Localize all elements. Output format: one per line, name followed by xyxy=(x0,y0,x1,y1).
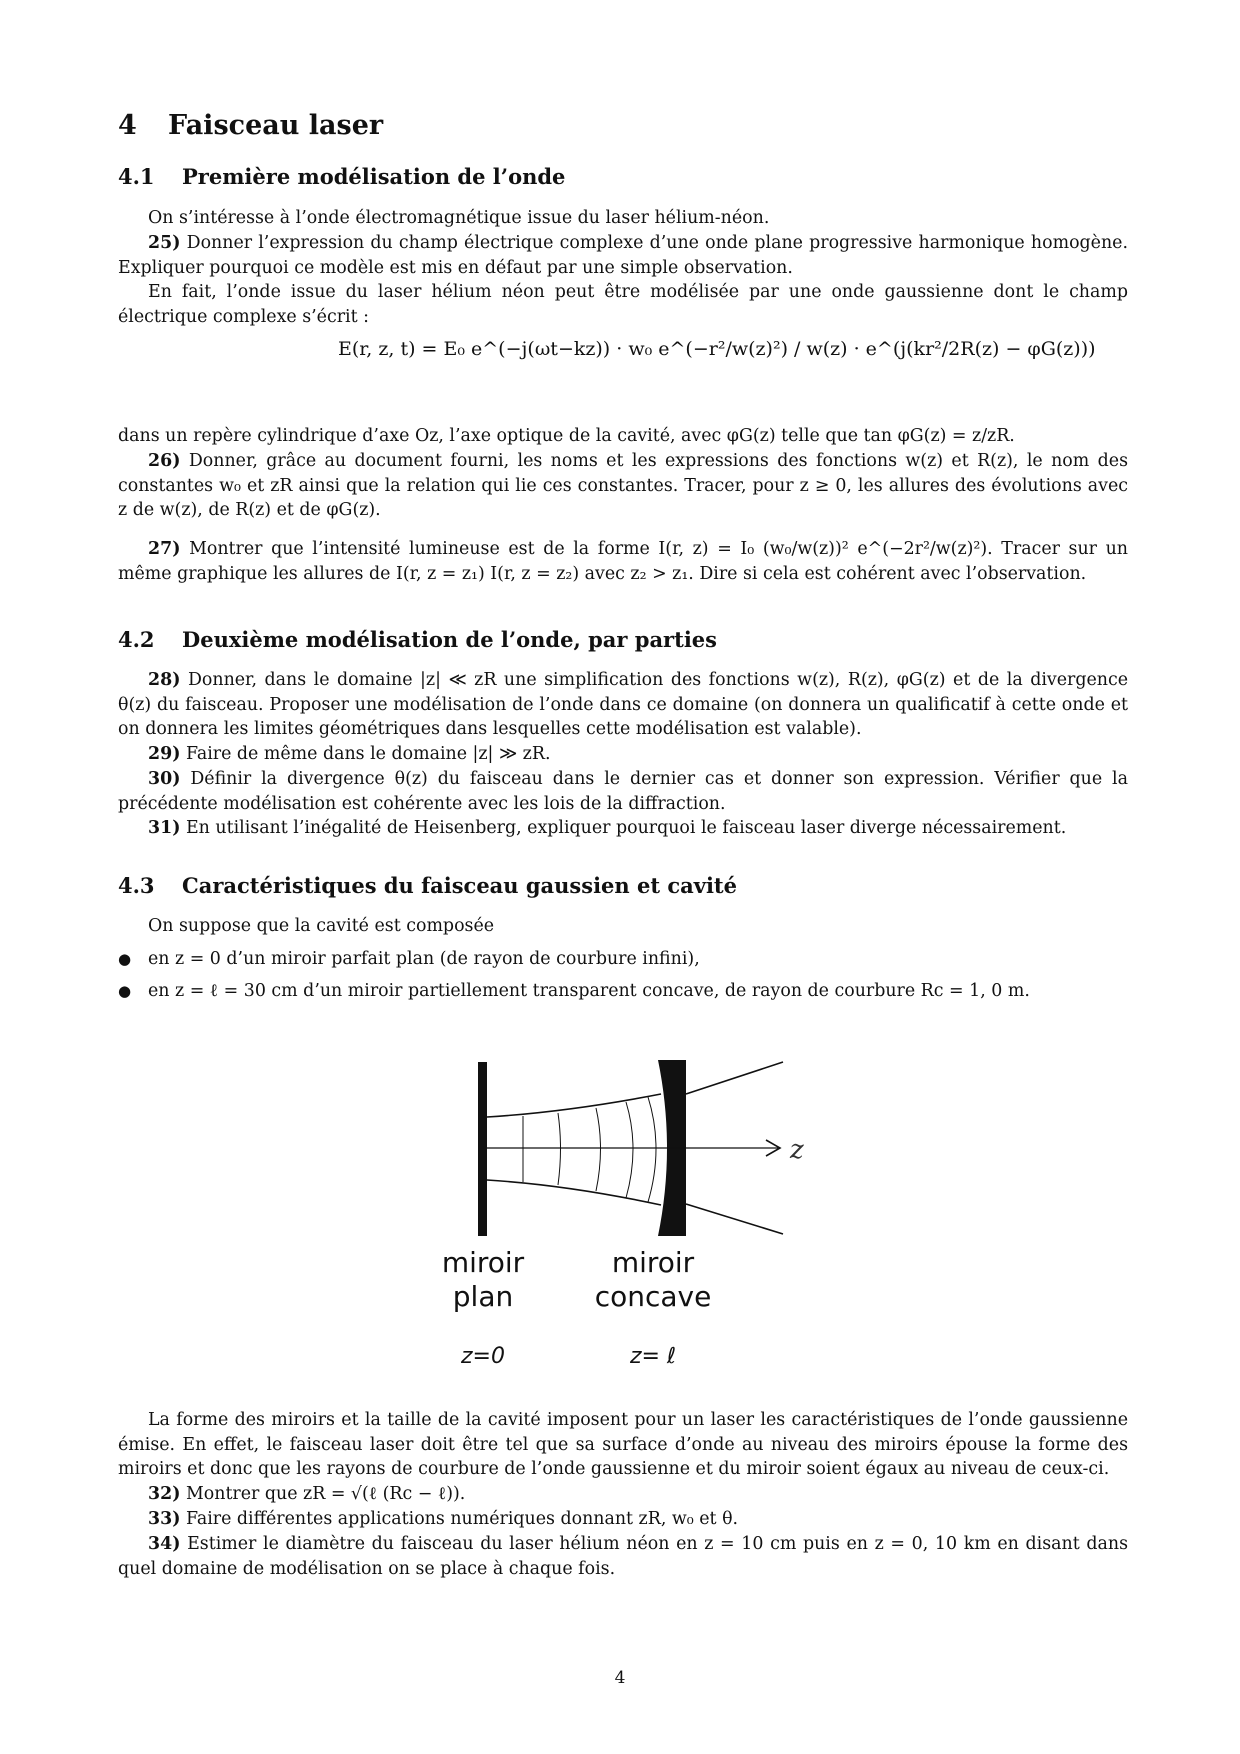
bullet-item xyxy=(118,979,1030,1004)
label-line: miroir xyxy=(611,1246,695,1279)
question-30 xyxy=(118,767,1128,816)
label-line: miroir xyxy=(441,1246,525,1279)
subsection-number: 4.1 xyxy=(118,164,155,189)
axis-label: z xyxy=(790,1135,804,1165)
question-28 xyxy=(118,668,1128,742)
intro-43: On suppose que la cavité est composée xyxy=(148,916,495,936)
wavefront xyxy=(648,1097,656,1202)
bullet-icon: ● xyxy=(118,982,132,1000)
bullet-item xyxy=(118,947,700,972)
question-27 xyxy=(118,537,1128,586)
section-title xyxy=(118,110,383,141)
subsection-title-text: Deuxième modélisation de l’onde, par parties xyxy=(182,627,717,652)
label-concave-mirror xyxy=(578,1246,728,1314)
section-number: 4 xyxy=(118,110,137,141)
question-33 xyxy=(118,1507,1128,1532)
page-number: 4 xyxy=(614,1668,626,1688)
question-label: 33) xyxy=(148,1509,181,1529)
question-text: Donner, dans le domaine |z| ≪ zR une simplification des fonctions w(z), R(z), φG(z) et de la divergence θ(z) du faisceau. Proposer une modélisation de l’onde dans ce domaine (on donnera un qualificatif à cette onde et on donnera les limites géométriques dans lesquelles cette modélisation est valable). xyxy=(118,670,1128,740)
cavity-diagram xyxy=(418,1050,838,1390)
label-zl: z= ℓ xyxy=(629,1344,677,1369)
label-line: concave xyxy=(594,1280,712,1313)
beam-upper-envelope xyxy=(487,1094,661,1117)
question-32 xyxy=(118,1482,1128,1507)
text-repere: dans un repère cylindrique d’axe Oz, l’axe optique de la cavité, avec φG(z) telle que tan φG(z) = z/zR. xyxy=(118,426,1015,446)
question-label: 27) xyxy=(148,539,181,559)
question-34 xyxy=(118,1532,1128,1581)
question-label: 26) xyxy=(148,451,181,471)
wavefront xyxy=(626,1102,633,1198)
beam-exit-lower xyxy=(686,1204,783,1234)
bullet-text: en z = ℓ = 30 cm d’un miroir partiellement transparent concave, de rayon de courbure Rc = 1, 0 m. xyxy=(148,981,1030,1001)
question-label: 32) xyxy=(148,1484,181,1504)
question-label: 34) xyxy=(148,1534,181,1554)
wavefront xyxy=(596,1108,601,1191)
question-text: Estimer le diamètre du faisceau du laser hélium néon en z = 10 cm puis en z = 0, 10 km en disant dans quel domaine de modélisation on se place à chaque fois. xyxy=(118,1534,1128,1579)
text-gaussienne: En fait, l’onde issue du laser hélium néon peut être modélisée par une onde gaussienne dont le champ électrique complexe s’écrit : xyxy=(118,282,1128,327)
question-text: Donner, grâce au document fourni, les noms et les expressions des fonctions w(z) et R(z), le nom des constantes w₀ et zR ainsi que la relation qui lie ces constantes. Tracer, pour z ≥ 0, les allures des évolutions avec z de w(z), de R(z) et de φG(z). xyxy=(118,451,1128,521)
question-label: 28) xyxy=(148,670,181,690)
formula-champ-electrique: E(r, z, t) = E₀ e^(−j(ωt−kz)) · w₀ e^(−r²/w(z)²) / w(z) · e^(j(kr²/2R(z) − φG(z))) xyxy=(338,338,1096,360)
intro-41: On s’intéresse à l’onde électromagnétique issue du laser hélium-néon. xyxy=(148,208,770,228)
label-z0: z=0 xyxy=(461,1344,505,1369)
section-title-text: Faisceau laser xyxy=(168,110,384,141)
label-line: plan xyxy=(452,1280,514,1313)
question-text: Définir la divergence θ(z) du faisceau dans le dernier cas et donner son expression. Vérifier que la précédente modélisation est cohérente avec les lois de la diffraction. xyxy=(118,769,1128,814)
bullet-text: en z = 0 d’un miroir parfait plan (de rayon de courbure infini), xyxy=(148,949,700,969)
plane-mirror xyxy=(478,1062,487,1236)
cavity-figure xyxy=(418,1050,838,1390)
question-text: Montrer que l’intensité lumineuse est de la forme I(r, z) = I₀ (w₀/w(z))² e^(−2r²/w(z)²). Tracer sur un même graphique les allures de I(r, z = z₁) I(r, z = z₂) avec z₂ > z₁. Dire si cela est cohérent avec l’observation. xyxy=(118,539,1128,584)
question-31 xyxy=(118,816,1128,841)
subsection-4-3-title xyxy=(118,873,737,898)
question-text: Faire de même dans le domaine |z| ≫ zR. xyxy=(185,744,551,764)
question-26 xyxy=(118,449,1128,523)
subsection-4-2-title xyxy=(118,627,717,652)
question-label: 30) xyxy=(148,769,181,789)
question-text: Montrer que zR = √(ℓ (Rc − ℓ)). xyxy=(185,1484,466,1504)
question-label: 25) xyxy=(148,233,181,253)
question-25 xyxy=(118,231,1128,280)
text-forme-miroirs: La forme des miroirs et la taille de la cavité imposent pour un laser les caractéristiques de l’onde gaussienne émise. En effet, le faisceau laser doit être tel que sa surface d’onde au niveau des miroirs épouse la forme des miroirs et donc que les rayons de courbure de l’onde gaussienne et du miroir soient égaux au niveau de ceux-ci. xyxy=(118,1410,1128,1480)
subsection-title-text: Caractéristiques du faisceau gaussien et cavité xyxy=(182,873,737,898)
subsection-number: 4.3 xyxy=(118,873,155,898)
question-label: 29) xyxy=(148,744,181,764)
question-label: 31) xyxy=(148,818,181,838)
bullet-icon: ● xyxy=(118,950,132,968)
label-plane-mirror xyxy=(418,1246,548,1314)
subsection-4-1-title xyxy=(118,164,565,189)
question-text: Donner l’expression du champ électrique complexe d’une onde plane progressive harmonique homogène. Expliquer pourquoi ce modèle est mis en défaut par une simple observation. xyxy=(118,233,1128,278)
question-text: Faire différentes applications numériques donnant zR, w₀ et θ. xyxy=(185,1509,739,1529)
subsection-number: 4.2 xyxy=(118,627,155,652)
beam-lower-envelope xyxy=(487,1180,661,1205)
wavefront xyxy=(558,1113,561,1185)
beam-exit-upper xyxy=(686,1062,783,1094)
question-text: En utilisant l’inégalité de Heisenberg, expliquer pourquoi le faisceau laser diverge nécessairement. xyxy=(185,818,1067,838)
subsection-title-text: Première modélisation de l’onde xyxy=(182,164,566,189)
question-29 xyxy=(118,742,1128,767)
